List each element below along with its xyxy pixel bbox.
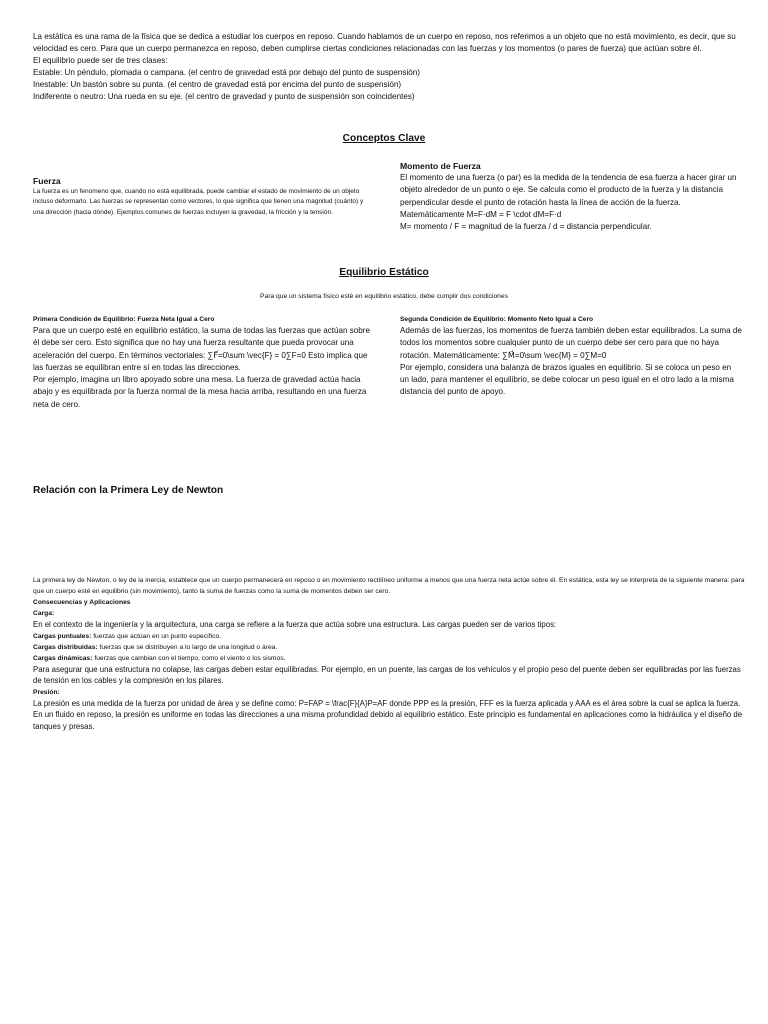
carga-puntuales-label: Cargas puntuales:: [33, 632, 92, 640]
presion-heading: Presión:: [33, 688, 60, 696]
carga-heading: Carga:: [33, 610, 55, 617]
momento-section: [400, 160, 740, 233]
carga-distribuidas-item: [33, 642, 745, 653]
presion-fluido-text: En un fluido en reposo, la presión es uniforme en todas las direcciones a una misma profundidad debido al equilibrio estático. Este principio es fundamental en aplicaciones como la hidráulica y el diseño de tanques y presas.: [33, 710, 743, 731]
carga-equilibrio-text: Para asegurar que una estructura no colapse, las cargas deben estar equilibradas. Por ejemplo, en un puente, las cargas de los vehículos y el propio peso del puente deben ser equilibradas por las fuerzas de tensión en los cables y la compresión en los pilares.: [33, 664, 741, 686]
carga-puntuales-text: fuerzas que actúan en un punto específico.: [91, 632, 222, 640]
equilibrio-heading: Equilibrio Estático: [339, 267, 429, 278]
intro-stable: Estable: Un péndulo, plomada o campana. (el centro de gravedad está por debajo del punto de suspensión): [33, 68, 420, 78]
newton-paragraph: La primera ley de Newton, o ley de la inercia, establece que un cuerpo permanecerá en reposo o en movimiento rectilíneo uniforme a menos que una fuerza neta actúe sobre él. En estática, esta ley se interpreta de la siguiente manera: para que un cuerpo esté en equilibrio (sin movimiento), tanto la suma de fuerzas como la suma de momentos deben ser cero.: [33, 577, 745, 595]
fuerza-text: La fuerza es un fenomeno que, cuando no está equilibrada, puede cambiar el estado de movimiento de un objeto incluso deformarlo. Las fuerzas se representan como vectores, lo que significa que tienen una magnitud (cuánto) y una dirección (hacia dónde). Ejemplos comunes de fuerzas incluyen la gravedad, la fricción y la tensión.: [33, 188, 364, 216]
intro-unstable: Inestable: Un bastón sobre su punta. (el centro de gravedad está por encima del punto de suspensión): [33, 80, 402, 90]
carga-distribuidas-text: fuerzas que se distribuyen a lo largo de una longitud o área.: [97, 643, 278, 651]
segunda-condicion-example: Por ejemplo, considera una balanza de brazos iguales en equilibrio. Si se coloca un peso en un lado, para mantener el equilibrio, se debe colocar un peso igual en el otro lado a la misma distancia del punto de apoyo.: [400, 362, 734, 397]
carga-text: En el contexto de la ingeniería y la arquitectura, una carga se refiere a la fuerza que actúa sobre una estructura. Las cargas pueden ser de varios tipos:: [33, 620, 557, 629]
primera-condicion-example: Por ejemplo, imagina un libro apoyado sobre una mesa. La fuerza de gravedad actúa hacia abajo y es equilibrada por la fuerza normal de la mesa hacia arriba, resultando en una fuerza neta de cero.: [33, 375, 367, 409]
newton-section: [33, 575, 745, 733]
equilibrio-subtitle: Para que un sistema físico esté en equilibrio estático, debe cumplir dos condiciones: [260, 293, 508, 300]
newton-heading: Relación con la Primera Ley de Newton: [33, 485, 224, 496]
momento-definitions: M= momento / F = magnitud de la fuerza / d = distancia perpendicular.: [400, 222, 652, 232]
primera-condicion-section: [33, 315, 371, 411]
primera-condicion-heading: Primera Condición de Equilibrio: Fuerza Neta Igual a Cero: [33, 316, 215, 323]
segunda-condicion-section: [400, 315, 742, 399]
carga-dinamicas-label: Cargas dinámicas:: [33, 654, 93, 662]
fuerza-heading: Fuerza: [33, 176, 61, 186]
intro-neutral: Indiferente o neutro: Una rueda en su eje. (el centro de gravedad y punto de suspensión son coincidentes): [33, 92, 415, 102]
intro-classes: El equilibrio puede ser de tres clases:: [33, 56, 168, 66]
segunda-condicion-heading: Segunda Condición de Equilibrio: Momento Neto Igual a Cero: [400, 316, 594, 323]
carga-puntuales-item: [33, 631, 745, 642]
carga-dinamicas-item: [33, 653, 745, 664]
conceptos-heading: Conceptos Clave: [342, 133, 426, 144]
fuerza-section: [33, 175, 368, 218]
momento-text: El momento de una fuerza (o par) es la medida de la tendencia de esa fuerza a hacer girar un objeto alrededor de un punto o eje. Se calcula como el producto de la fuerza y la distancia perpendicular desde el punto de rotación hasta la línea de acción de la fuerza. Matemáticamente M=F·dM = F \cdot dM=F·d: [400, 173, 737, 219]
intro-paragraph: La estática es una rama de la física que se dedica a estudiar los cuerpos en reposo. Cuando hablamos de un cuerpo en reposo, nos referimos a un objeto que no está movimiento, es decir, que su velocidad es cero. Para que un cuerpo permanezca en reposo, deben cumplirse ciertas condiciones relacionadas con las fuerzas y los momentos (o pares de fuerza) que actúan sobre él.: [33, 32, 736, 54]
primera-condicion-text: Para que un cuerpo esté en equilibrio estático, la suma de todas las fuerzas que actúan sobre él debe ser cero. Esto significa que no hay una fuerza resultante que pueda provocar una aceleración del cuerpo. En términos vectoriales: ∑F⃗=0\sum \vec{F} = 0∑F=0 Esto implica que las fuerzas se equilibran entre sí en todas las direcciones.: [33, 326, 371, 372]
momento-heading: Momento de Fuerza: [400, 161, 481, 171]
carga-distribuidas-label: Cargas distribuidas:: [33, 643, 98, 651]
consecuencias-heading: Consecuencias y Aplicaciones: [33, 599, 131, 606]
segunda-condicion-text: Además de las fuerzas, los momentos de fuerza también deben estar equilibrados. La suma de todos los momentos sobre cualquier punto de un cuerpo debe ser cero para que no haya rotación. Matemáticamente: ∑M⃗=0\sum \vec{M} = 0∑M=0: [400, 326, 742, 360]
presion-definition: La presión es una medida de la fuerza por unidad de área y se define como: P=FAP = \frac{F}{A}P=AF donde PPP es la presión, FFF es la fuerza aplicada y AAA es el área sobre la cual se aplica la fuerza.: [33, 698, 741, 708]
carga-dinamicas-text: fuerzas que cambian con el tiempo, como el viento o los sismos.: [92, 654, 286, 662]
intro-section: [33, 31, 745, 104]
